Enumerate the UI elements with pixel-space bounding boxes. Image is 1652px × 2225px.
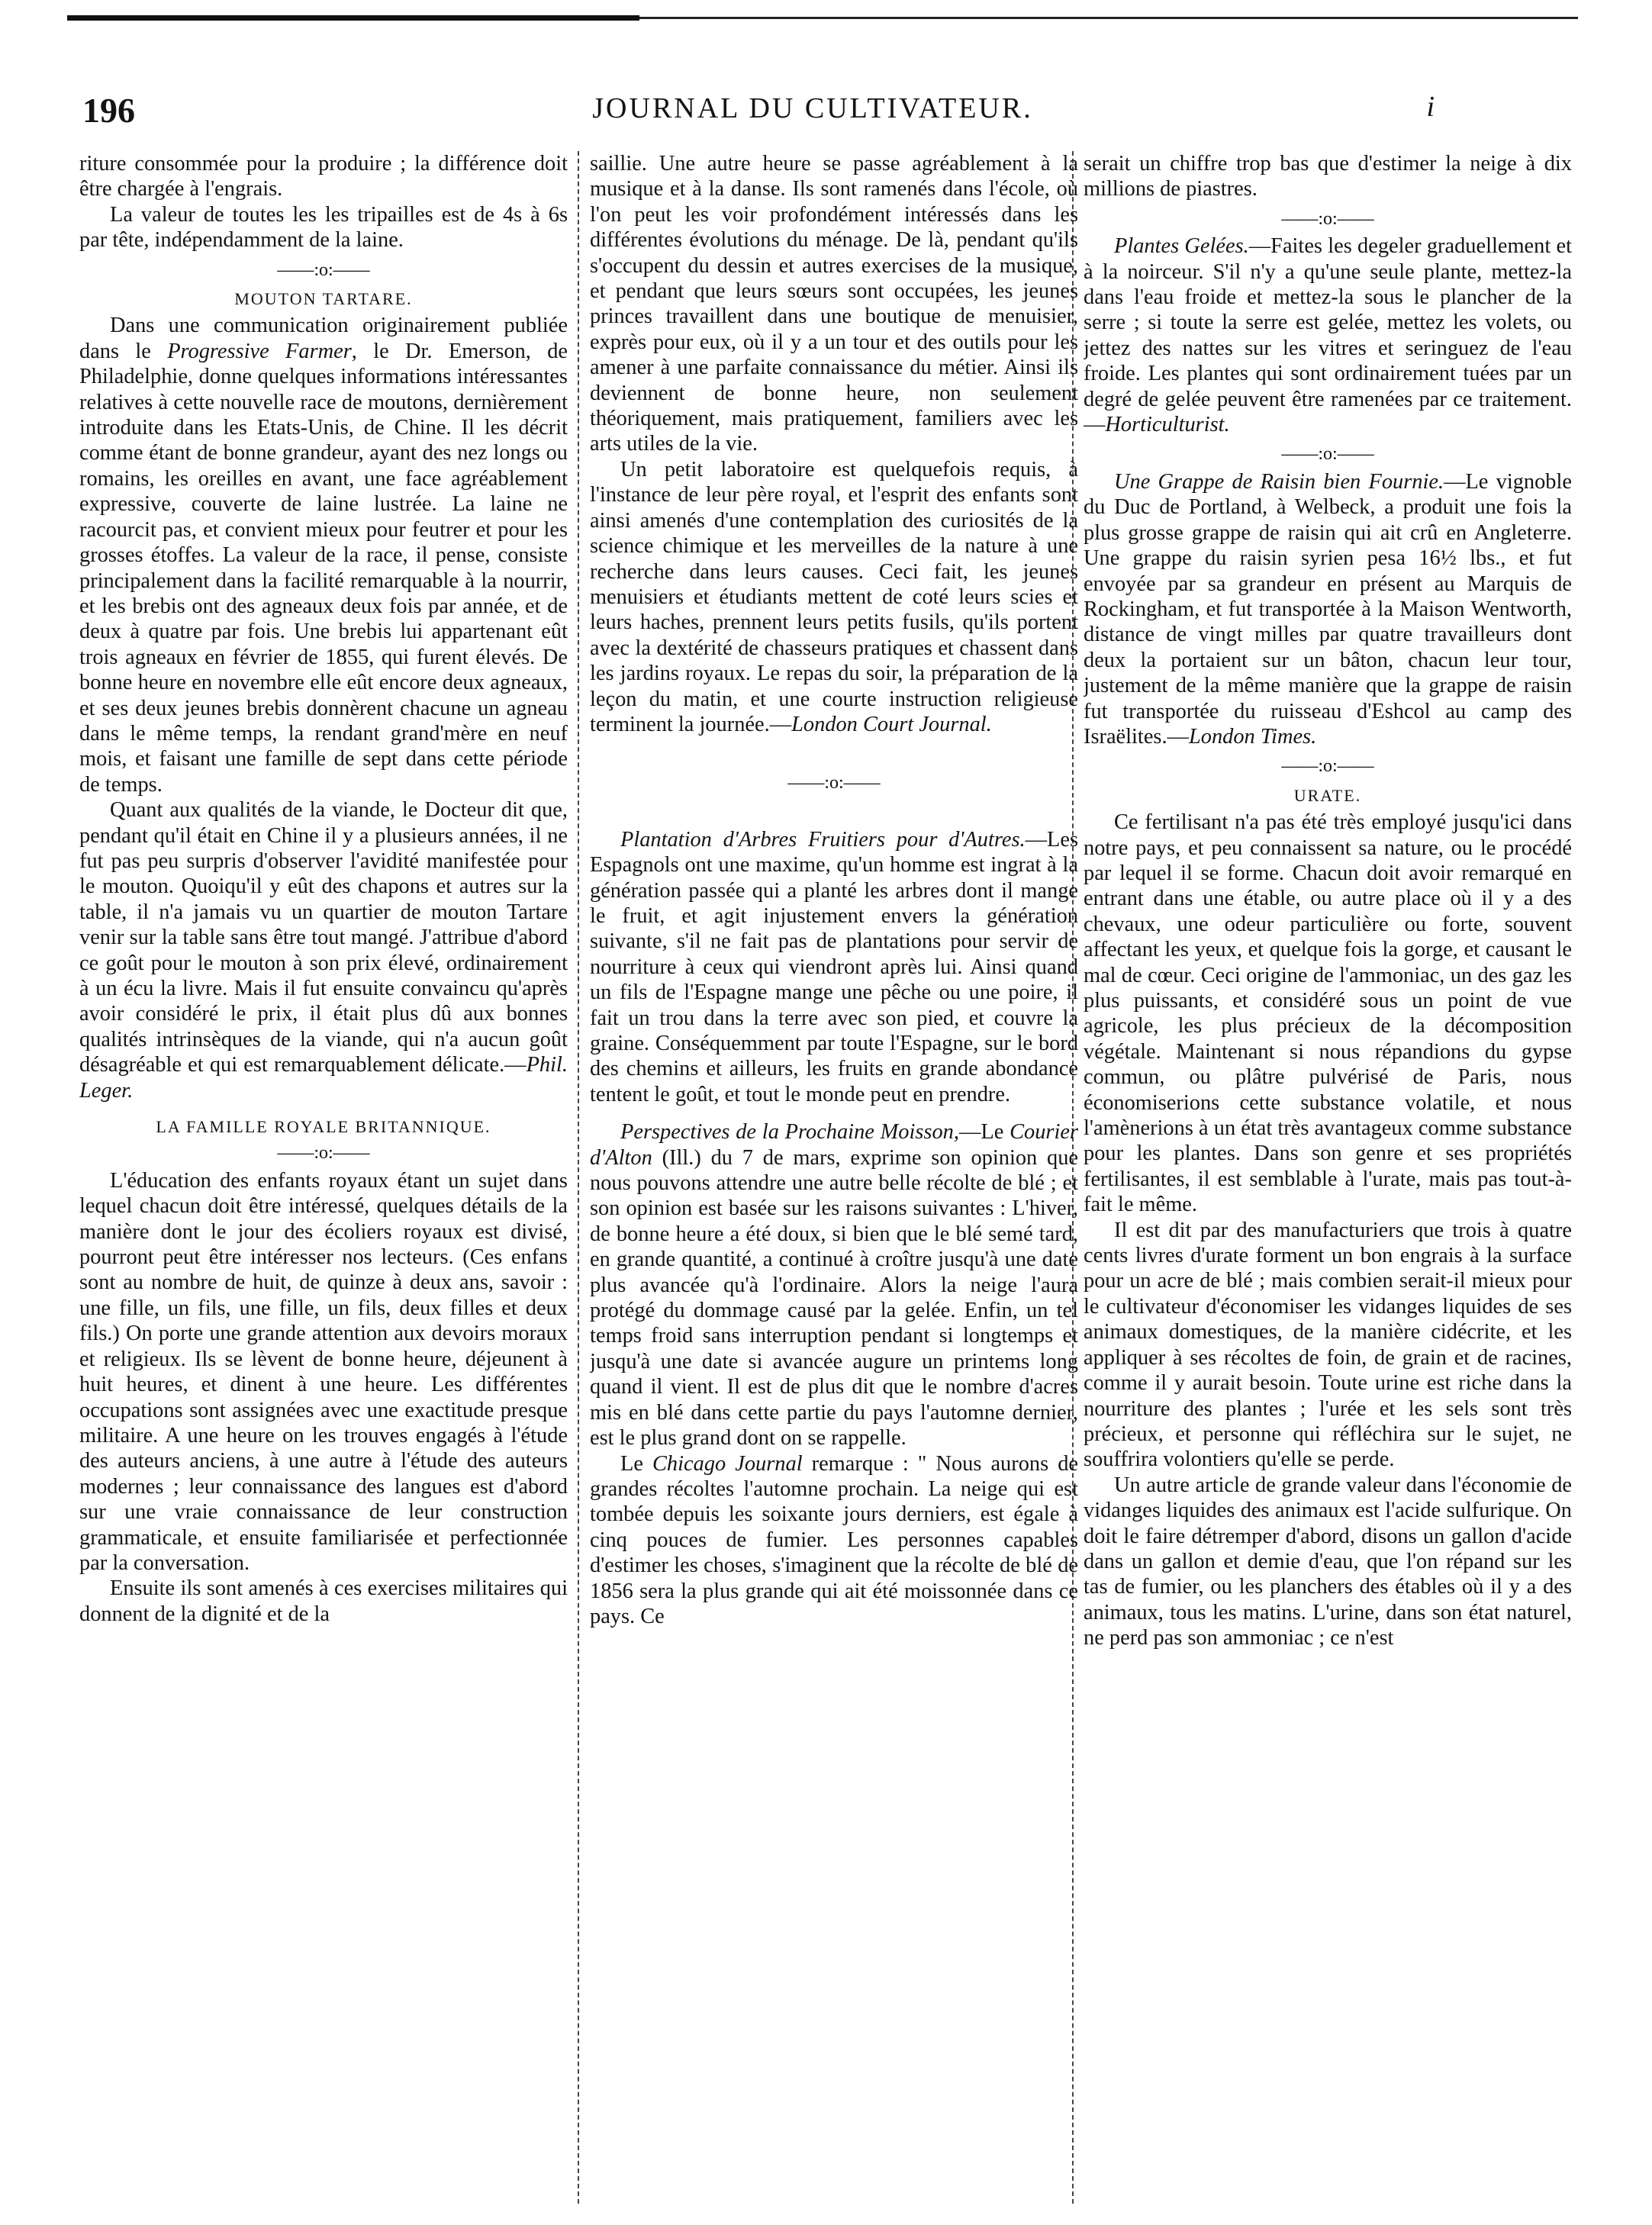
top-rule-thick (67, 15, 639, 21)
paragraph: Quant aux qualités de la viande, le Docteur dit que, pendant qu'il était en Chine il y a plusieurs années, il ne fut pas peu surpris d'observer l'avidité manifestée pour le mouton. Quoiqu'il y eût des chapons et autres sur la table, il n'a jamais vu un quartier de mouton Tartare venir sur la table sans être tout mangé. J'attribue d'abord ce goût pour le mouton à son prix élevé, ordinairement à un écu la livre. Mais il fut ensuite convaincu qu'après avoir considéré le prix, il était plus dû aux bonnes qualités intrinsèques de la viande, qui n'a aucun goût désagréable et qui est remarquablement délicate.—Phil. Leger. (79, 798, 568, 1103)
paragraph: Le Chicago Journal remarque : " Nous aurons de grandes récoltes l'automne prochain. La neige qui est tombée depuis les soixante jours derniers, est égale à cinq pouces de fumier. Les personnes capables d'estimer les choses, s'imaginent que la récolte de blé de 1856 sera la plus grande qui ait été moissonnée dans ce pays. Ce (590, 1451, 1078, 1628)
paragraph: Ce fertilisant n'a pas été très employé jusqu'ici dans notre pays, et peu connaissent sa nature, ou le procédé par lequel il se forme. Chacun doit avoir remarqué en entrant dans une étable, ou autre place où il y a des chevaux, une odeur particulière ou forte, souvent affectant les yeux, et quelque fois la gorge, et causant le mal de cœur. Ceci origine de l'ammoniac, un des gaz les plus puissants, et considéré sous un point de vue agricole, les plus précieux de la décomposition végétale. Maintenant si nous répandions du gypse commun, ou plâtre pulvérisé de Paris, nous économiserions cette substance volatile, et nous l'amènerions à un état très avantageux comme substance pour les plantes. Dans son genre et ses propriétés fertilisantes, il est semblable à l'urate, mais pas tout-à-fait le même. (1084, 810, 1572, 1217)
article-title: Plantes Gelées. (1114, 234, 1249, 259)
attribution: Phil. Leger. (79, 1053, 568, 1103)
column-right (1084, 151, 1572, 2204)
article-heading: MOUTON TARTARE. (234, 289, 413, 309)
column-middle (590, 151, 1078, 2204)
paragraph: Plantes Gelées.—Faites les degeler graduellement et à la noirceur. S'il n'y a qu'une seule plante, mettez-la dans l'eau froide et mettez-la sous le plancher de la serre ; si toute la serre est gelée, mettez les volets, ou jettez des nattes sur les vitres et seringuez de l'eau froide. Les plantes qui sont ordinairement tuées par un degré de gelée peuvent être ramenées par ce traitement.—Horticulturist. (1084, 234, 1572, 437)
paragraph: serait un chiffre trop bas que d'estimer la neige à dix millions de piastres. (1084, 152, 1572, 201)
header-mark: i (1426, 91, 1435, 123)
attribution: London Times. (1188, 724, 1317, 749)
paragraph: Un petit laboratoire est quelquefois requis, à l'instance de leur père royal, et l'esprit des enfants sont ainsi amenés d'une contemplation des curiosités de la science chimique et les merveilles de la nature à une recherche dans leurs causes. Ceci fait, les jeunes menuisiers et étudiants mettent de coté leurs scies et leurs haches, prennent leurs petits fusils, qu'ils portent avec la dextérité de chasseurs pratiques et chassent dans les jardins royaux. Le repas du soir, la préparation de la leçon du matin, et une courte instruction religieuse terminent la journée.—London Court Journal. (590, 457, 1078, 736)
article-heading: URATE. (1293, 785, 1362, 805)
paragraph: Plantation d'Arbres Fruitiers pour d'Autres.—Les Espagnols ont une maxime, qu'un homme est ingrat à la génération passée qui a planté les arbres dont il mange le fruit, et agit injustement envers la génération suivante, s'il ne fait pas de plantations pour servir de nourriture à ceux qui viendront après lui. Ainsi quand un fils de l'Espagne mange une pêche ou une poire, il fait un trou dans la terre avec son pied, et couvre la graine. Conséquemment par toute l'Espagne, sur le bord des chemins et ailleurs, les fruits en grande abondance tentent le goût, et tout le monde peut en prendre. (590, 827, 1078, 1106)
paragraph: Il est dit par des manufacturiers que trois à quatre cents livres d'urate forment un bon engrais à la surface pour un acre de blé ; mais combien serait-il mieux pour le cultivateur d'économiser les vidanges liquides de ses animaux domestiques, de la manière cidécrite, et les appliquer à ses récoltes de foin, de grain et de racines, comme il y aurait besoin. Toute urine est riche dans la nourriture des plantes ; l'urée et les sels sont très précieux, et personne qui réfléchira sur le sujet, ne souffrira volontiers qu'elle se perde. (1084, 1218, 1572, 1472)
article-title: Plantation d'Arbres Fruitiers pour d'Autres. (620, 827, 1026, 852)
column-divider (578, 151, 579, 2204)
paragraph: Perspectives de la Prochaine Moisson,—Le Courier d'Alton (Ill.) du 7 de mars, exprime son opinion que nous pouvons attendre une autre belle récolte de blé ; et son opinion est basée sur les raisons suivantes : L'hiver, de bonne heure a été doux, si bien que le blé semé tard, en grande quantité, a continué à croître jusqu'à une date plus avancée qu'à l'ordinaire. Alors la neige l'aura protégé du dommage causé par la gelée. Enfin, un tel temps froid sans interruption pendant si longtemps et jusqu'à une date si avancée augure un printems long quand il vient. Il est de plus dit que le nombre d'acres mis en blé dans cette partie du pays l'automne dernier, est le plus grand dont on se rappelle. (590, 1120, 1078, 1451)
publication-title: Courier d'Alton (590, 1120, 1078, 1170)
attribution: London Court Journal. (791, 712, 992, 736)
section-separator: ——:o:—— (787, 773, 881, 794)
paragraph: La valeur de toutes les les tripailles est de 4s à 6s par tête, indépendamment de la laine. (79, 202, 568, 253)
publication-title: Chicago Journal (652, 1451, 803, 1476)
column-left (79, 151, 568, 2204)
paragraph: Un autre article de grande valeur dans l'économie de vidanges liquides des animaux est l'acide sulfurique. On doit le faire détremper d'abord, disons un gallon d'acide dans un gallon et demie d'eau, que l'on répand sur les tas de fumier, ou les planchers des étables où il y a des animaux, tous les matins. L'urine, dans son état naturel, ne perd pas son ammoniac ; ce n'est (1084, 1473, 1572, 1650)
article-heading: LA FAMILLE ROYALE BRITANNIQUE. (156, 1117, 491, 1137)
paragraph: Une Grappe de Raisin bien Fournie.—Le vignoble du Duc de Portland, à Welbeck, a produit une fois la plus grosse grappe de raisin qui ait crû en Angleterre. Une grappe du raisin syrien pesa 16½ lbs., et fut envoyée par sa grandeur en présent au Marquis de Rockingham, et fut transportée à la Maison Wentworth, distance de vingt milles par quatre travailleurs dont deux la portaient sur un bâton, chacun leur tour, justement de la même manière que la grappe de raisin fut transportée du ruisseau d'Eshcol au camp des Israëlites.—London Times. (1084, 469, 1572, 749)
paragraph: saillie. Une autre heure se passe agréablement à la musique et à la danse. Ils sont ramenés dans l'école, où l'on peut les voir profondément intéressés dans les différentes évolutions du ménage. De là, pendant qu'ils s'occupent du dessin et autres exercises de la musique, et pendant que leurs sœurs sont occupées, les jeunes princes travaillent dans une boutique de menuisier, exprès pour eux, où il y a un tour et des outils pour les amener à une parfaite connaissance du métier. Ainsi ils deviennent de bonne heure, non seulement théoriquement, mais pratiquement, familiers avec les arts utiles de la vie. (590, 152, 1078, 456)
section-separator: ——:o:—— (1281, 444, 1374, 465)
paragraph: Ensuite ils sont amenés à ces exercises militaires qui donnent de la dignité et de la (79, 1576, 568, 1626)
paragraph: riture consommée pour la produire ; la différence doit être chargée à l'engrais. (79, 152, 568, 201)
publication-title: Progressive Farmer (167, 339, 352, 363)
article-title: Perspectives de la Prochaine Moisson, (620, 1120, 959, 1145)
section-separator: ——:o:—— (277, 1143, 370, 1164)
attribution: Horticulturist. (1105, 413, 1230, 437)
top-rule-thin (639, 17, 1578, 19)
page-header (76, 90, 1549, 136)
section-separator: ——:o:—— (1281, 756, 1374, 777)
section-separator: ——:o:—— (277, 259, 370, 280)
paragraph: L'éducation des enfants royaux étant un sujet dans lequel chacun doit être intéressé, quelques détails de la manière dont le jour des écoliers royaux est divisé, pourront peut être intéresser nos lecteurs. (Ces enfans sont au nombre de huit, de quinze à deux ans, savoir : une fille, un fils, une fille, un fils, deux filles et deux fils.) On porte une grande attention aux devoirs moraux et religieux. Ils se lèvent de bonne heure, déjeunent à huit heures, et dinent à une heure. Les différentes occupations sont assignées avec une exactitude presque militaire. A une heure on les trouves engagés à l'étude des auteurs anciens, à une autre à l'étude des auteurs modernes ; leur connaissance des langues est d'abord sur une vraie connaissance de leur construction grammaticale, et ensuite familiarisée et perfectionnée par la conversation. (79, 1168, 568, 1575)
article-title: Une Grappe de Raisin bien Fournie. (1114, 469, 1444, 494)
paragraph: Dans une communication originairement publiée dans le Progressive Farmer, le Dr. Emerson, de Philadelphie, donne quelques informations intéressantes relatives à cette nouvelle race de moutons, dernièrement introduite dans les Etats-Unis, de Chine. Il les décrit comme étant de bonne grandeur, ayant des nez longs ou romains, les oreilles en avant, une face agréablement expressive, couverte de laine lustrée. La laine ne racourcit pas, et convient mieux pour feutrer et pour les grosses étoffes. La valeur de la race, il pense, consiste principalement dans la facilité remarquable à la nourrir, et les brebis ont des agneaux deux fois par année, et de deux à quatre par fois. Une brebis lui appartenant eût trois agneaux en février de 1855, qui furent élevés. De bonne heure en novembre elle eût encore deux agneaux, et ses deux jeunes brebis donnèrent chacune un agneau dans le même temps, la rendant grand'mère en neuf mois, et faisant une famille de sept dans cette période de temps. (79, 314, 568, 797)
page-number: 196 (82, 91, 135, 130)
section-separator: ——:o:—— (1281, 208, 1374, 229)
journal-title: JOURNAL DU CULTIVATEUR. (592, 92, 1033, 124)
